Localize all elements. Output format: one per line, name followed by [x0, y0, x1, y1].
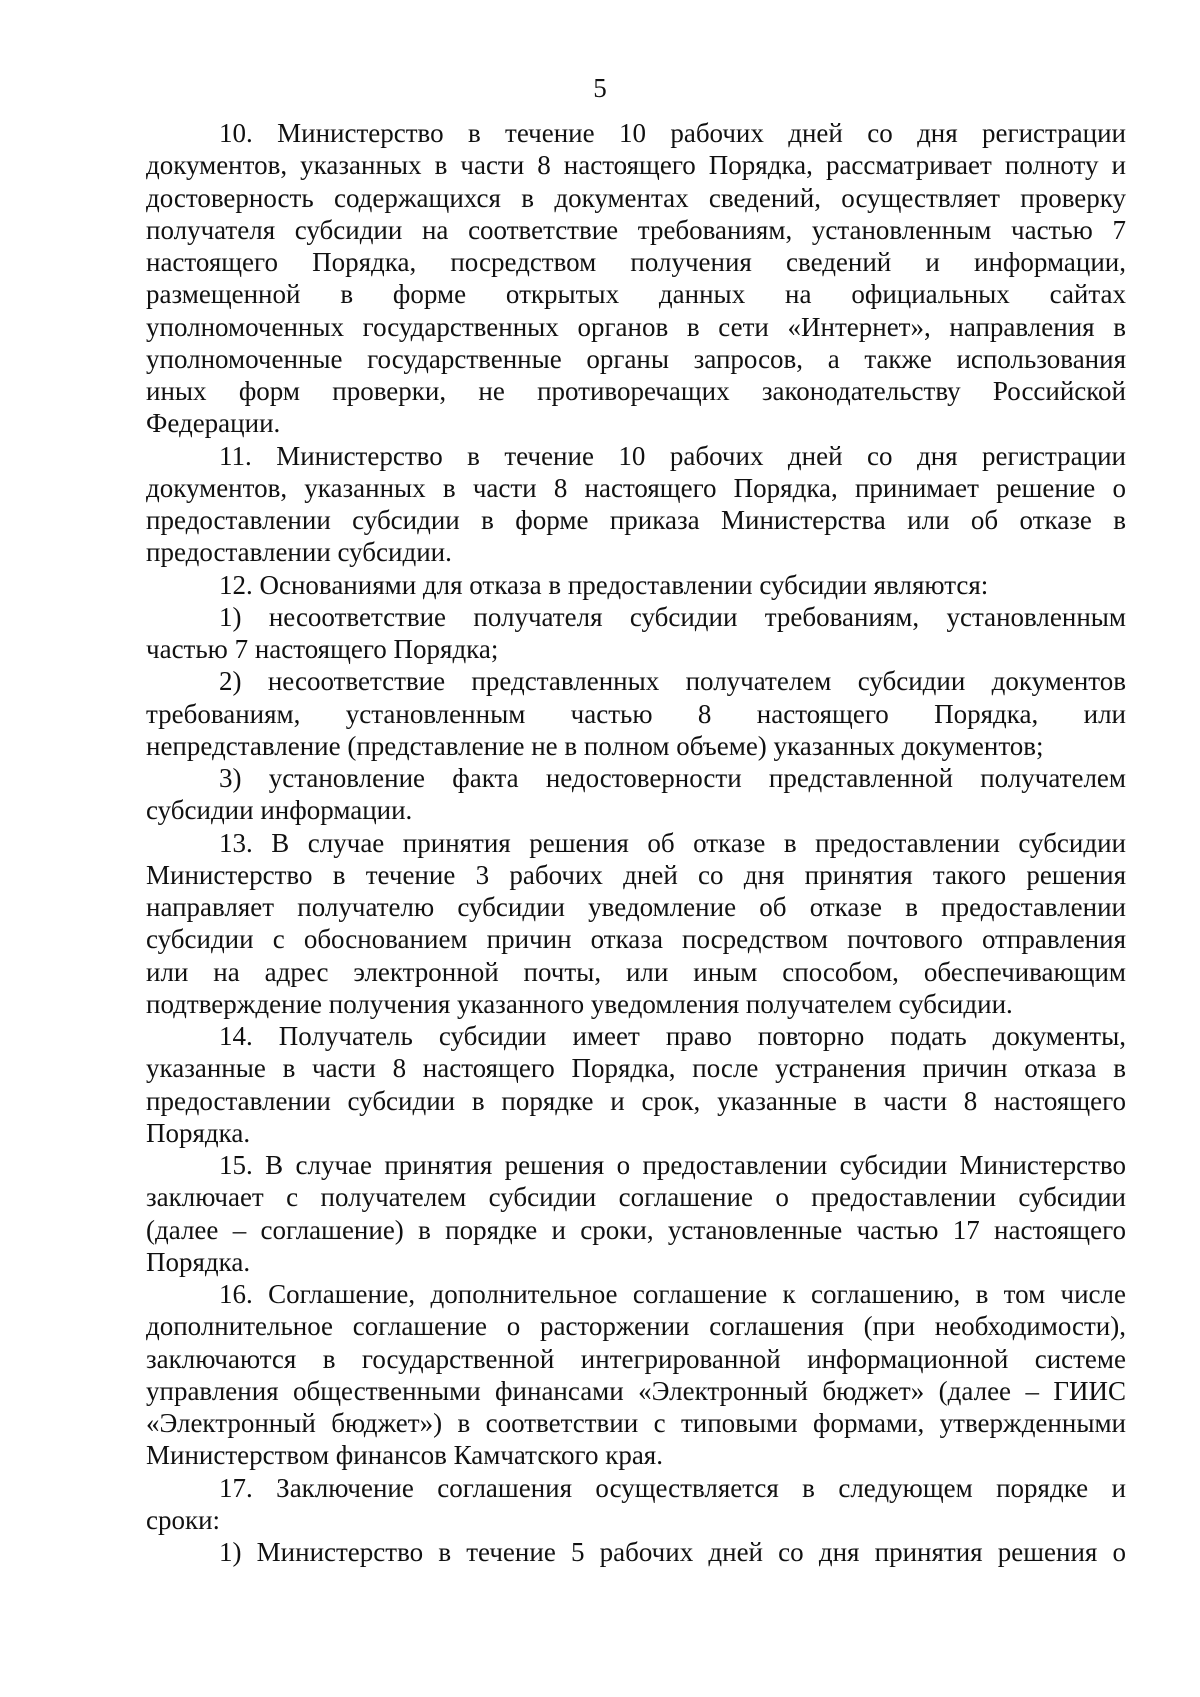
page-number: 5 — [593, 73, 607, 103]
text-line: 2) несоответствие представленных получателем субсидии документов — [219, 666, 1126, 697]
text-line: 10. Министерство в течение 10 рабочих дней со дня регистрации — [219, 118, 1126, 148]
text-line: заключаются в государственной интегрированной информационной системе — [146, 1343, 1126, 1374]
text-line: предоставлении субсидии в форме приказа Министерства или об отказе в — [146, 505, 1126, 535]
text-line: настоящего Порядка, посредством получения сведений и информации, — [146, 247, 1126, 277]
text-line: 1) несоответствие получателя субсидии требованиям, установленным — [219, 601, 1126, 632]
text-line: Министерством финансов Камчатского края. — [146, 1440, 663, 1471]
document-body — [146, 117, 1126, 1568]
text-line: уполномоченных государственных органов в сети «Интернет», направления в — [146, 311, 1126, 342]
text-line: получателя субсидии на соответствие требованиям, установленным частью 7 — [146, 214, 1126, 245]
text-line: субсидии с обоснованием причин отказа посредством почтового отправления — [146, 924, 1126, 955]
text-line: Порядка. — [146, 1246, 251, 1277]
text-line: сроки: — [146, 1504, 221, 1535]
text-line: заключает с получателем субсидии соглашение о предоставлении субсидии — [146, 1182, 1126, 1213]
text-line: или на адрес электронной почты, или иным способом, обеспечивающим — [146, 956, 1126, 987]
text-line: иных форм проверки, не противоречащих законодательству Российской — [146, 376, 1126, 406]
text-line: документов, указанных в части 8 настоящего Порядка, принимает решение о — [146, 472, 1126, 503]
text-line: 16. Соглашение, дополнительное соглашение к соглашению, в том числе — [219, 1279, 1126, 1309]
text-line: субсидии информации. — [146, 795, 413, 826]
text-line: указанные в части 8 настоящего Порядка, после устранения причин отказа в — [146, 1053, 1126, 1084]
text-line: 11. Министерство в течение 10 рабочих дней со дня регистрации — [219, 440, 1126, 471]
text-line: 3) установление факта недостоверности представленной получателем — [219, 763, 1126, 793]
text-line: предоставлении субсидии. — [146, 537, 452, 568]
text-line: 13. В случае принятия решения об отказе в предоставлении субсидии — [219, 827, 1126, 858]
text-line: непредставление (представление не в полном объеме) указанных документов; — [146, 730, 1044, 761]
text-line: 15. В случае принятия решения о предоставлении субсидии Министерство — [219, 1150, 1126, 1180]
text-line: направляет получателю субсидии уведомление об отказе в предоставлении — [146, 892, 1126, 922]
text-line: 14. Получатель субсидии имеет право повторно подать документы, — [219, 1021, 1126, 1051]
text-line: достоверность содержащихся в документах сведений, осуществляет проверку — [146, 182, 1126, 213]
text-line: предоставлении субсидии в порядке и срок, указанные в части 8 настоящего — [146, 1085, 1126, 1116]
text-line: «Электронный бюджет») в соответствии с типовыми формами, утвержденными — [146, 1408, 1126, 1438]
text-line: управления общественными финансами «Электронный бюджет» (далее – ГИИС — [146, 1375, 1126, 1406]
text-line: требованиям, установленным частью 8 настоящего Порядка, или — [146, 698, 1126, 729]
text-line: уполномоченные государственные органы запросов, а также использования — [146, 343, 1126, 374]
text-line: Министерство в течение 3 рабочих дней со дня принятия такого решения — [146, 859, 1126, 890]
text-line: Федерации. — [146, 408, 281, 439]
text-line: размещенной в форме открытых данных на официальных сайтах — [146, 279, 1126, 310]
text-line: 17. Заключение соглашения осуществляется в следующем порядке и — [219, 1472, 1126, 1503]
text-line: частью 7 настоящего Порядка; — [146, 634, 499, 664]
text-line: (далее – соглашение) в порядке и сроки, установленные частью 17 настоящего — [146, 1214, 1126, 1245]
text-line: 1) Министерство в течение 5 рабочих дней со дня принятия решения о — [219, 1537, 1126, 1567]
text-line: 12. Основаниями для отказа в предоставлении субсидии являются: — [219, 569, 989, 600]
text-line: Порядка. — [146, 1117, 251, 1148]
text-line: подтверждение получения указанного уведомления получателем субсидии. — [146, 988, 1013, 1019]
text-line: дополнительное соглашение о расторжении соглашения (при необходимости), — [146, 1311, 1126, 1342]
text-line: документов, указанных в части 8 настоящего Порядка, рассматривает полноту и — [146, 150, 1126, 181]
